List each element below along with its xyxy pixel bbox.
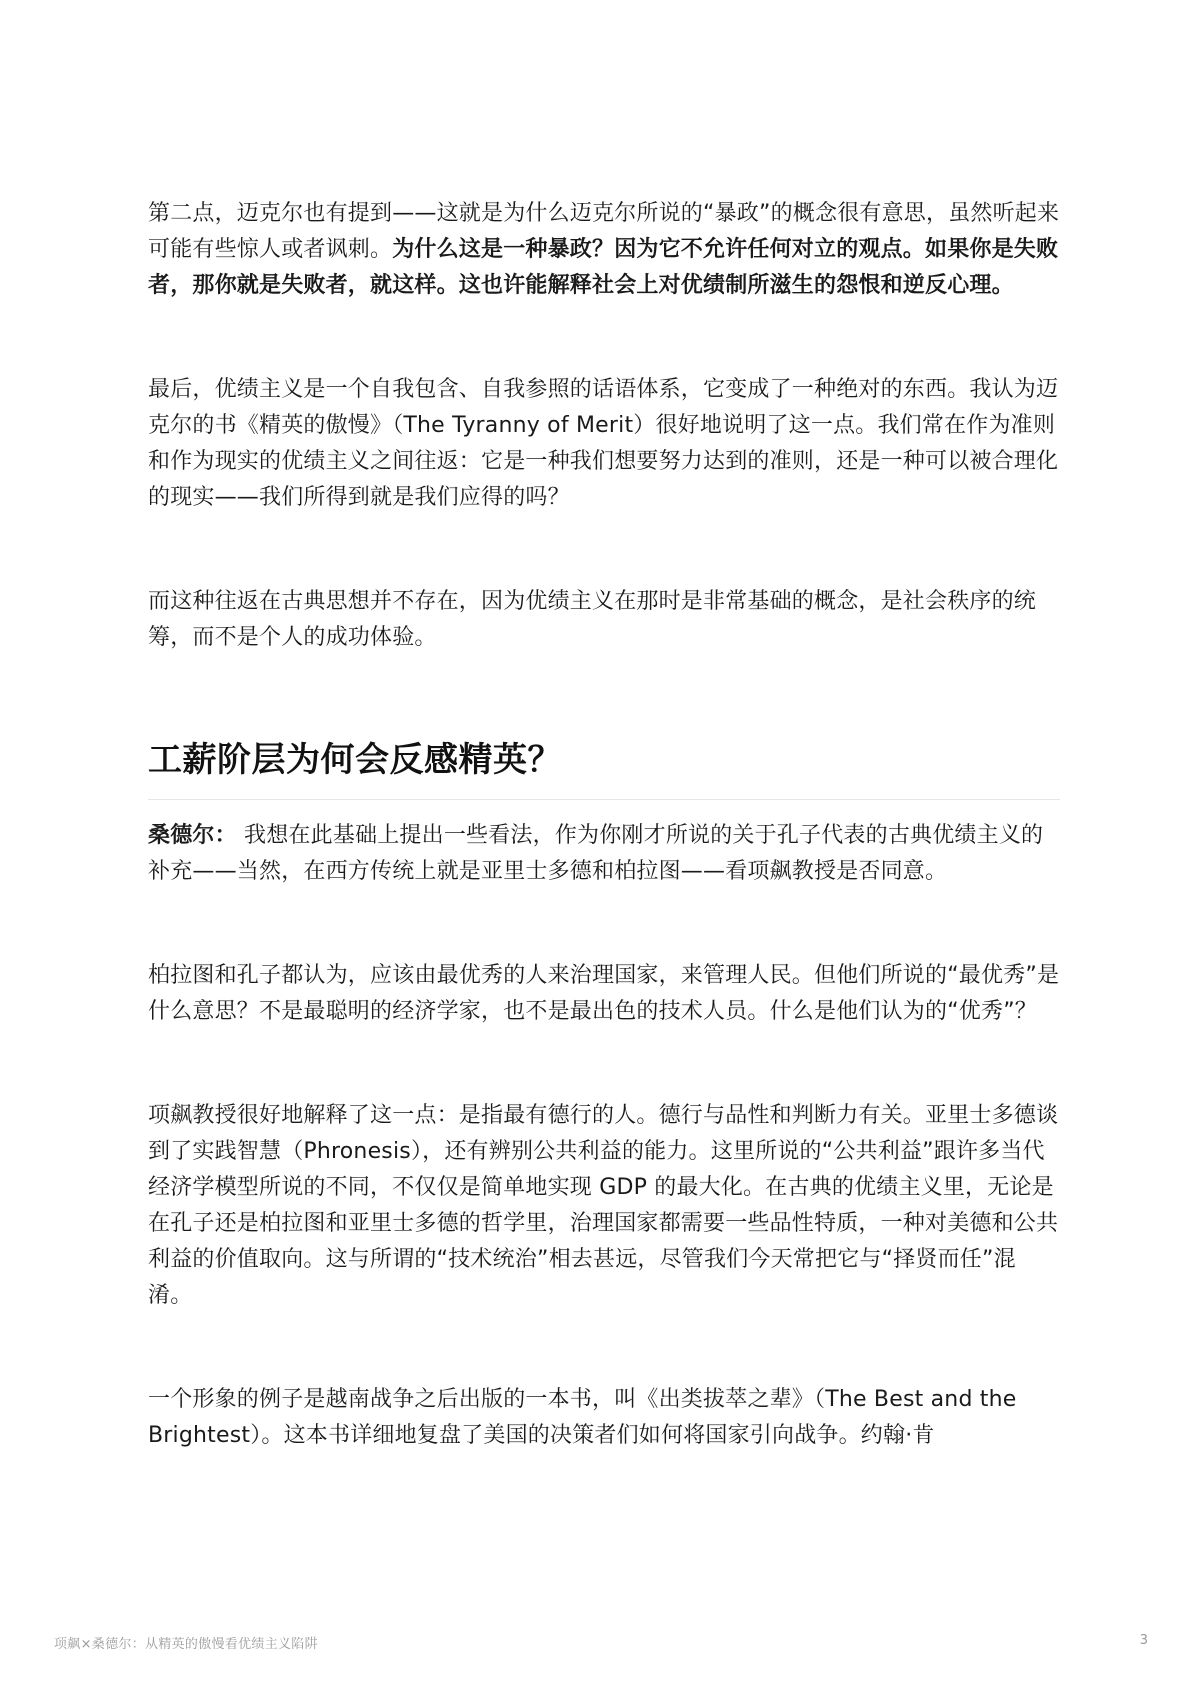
paragraph-tyranny-text: 第二点，迈克尔也有提到——这就是为什么迈克尔所说的“暴政”的概念很有意思，虽然听起来可能有些惊人或者讽刺。	[148, 201, 1060, 262]
page-number: 3	[1139, 1633, 1148, 1648]
article-body	[148, 196, 1060, 1454]
section-heading: 工薪阶层为何会反感精英？	[148, 740, 562, 780]
footer-document-title: 项飙×桑德尔：从精英的傲慢看优绩主义陷阱	[54, 1637, 318, 1652]
paragraph-sandel-intro	[148, 818, 1060, 890]
paragraph-self-referential: 最后，优绩主义是一个自我包含、自我参照的话语体系，它变成了一种绝对的东西。我认为迈克尔的书《精英的傲慢》（The Tyranny of Merit）很好地说明了这一点。我们常在作为准则和作为现实的优绩主义之间往返：它是一种我们想要努力达到的准则，还是一种可以被合理化的现实——我们所得到就是我们应得的吗？	[148, 377, 1059, 510]
paragraph-sandel-intro-text: 我想在此基础上提出一些看法，作为你刚才所说的关于孔子代表的古典优绩主义的补充——当然，在西方传统上就是亚里士多德和柏拉图——看项飙教授是否同意。	[148, 823, 1044, 884]
paragraph-tyranny	[148, 196, 1060, 304]
paragraph-classical-thought: 而这种往返在古典思想并不存在，因为优绩主义在那时是非常基础的概念，是社会秩序的统筹，而不是个人的成功体验。	[148, 589, 1037, 650]
paragraph-tyranny-emphasis: 为什么这是一种暴政？因为它不允许任何对立的观点。如果你是失败者，那你就是失败者，就这样。这也许能解释社会上对优绩制所滋生的怨恨和逆反心理。	[148, 237, 1059, 298]
paragraph-best-brightest: 一个形象的例子是越南战争之后出版的一本书，叫《出类拔萃之辈》（The Best and the Brightest）。这本书详细地复盘了美国的决策者们如何将国家引向战争。约翰·肯	[148, 1387, 1017, 1448]
paragraph-virtue: 项飙教授很好地解释了这一点：是指最有德行的人。德行与品性和判断力有关。亚里士多德谈到了实践智慧（Phronesis），还有辨别公共利益的能力。这里所说的“公共利益”跟许多当代经济学模型所说的不同，不仅仅是简单地实现 GDP 的最大化。在古典的优绩主义里，无论是在孔子还是柏拉图和亚里士多德的哲学里，治理国家都需要一些品性特质，一种对美德和公共利益的价值取向。这与所谓的“技术统治”相去甚远，尽管我们今天常把它与“择贤而任”混淆。	[148, 1103, 1059, 1308]
section-divider	[148, 799, 1060, 800]
paragraph-plato-confucius: 柏拉图和孔子都认为，应该由最优秀的人来治理国家，来管理人民。但他们所说的“最优秀”是什么意思？不是最聪明的经济学家，也不是最出色的技术人员。什么是他们认为的“优秀”？	[148, 963, 1060, 1024]
speaker-label: 桑德尔：	[148, 823, 237, 848]
